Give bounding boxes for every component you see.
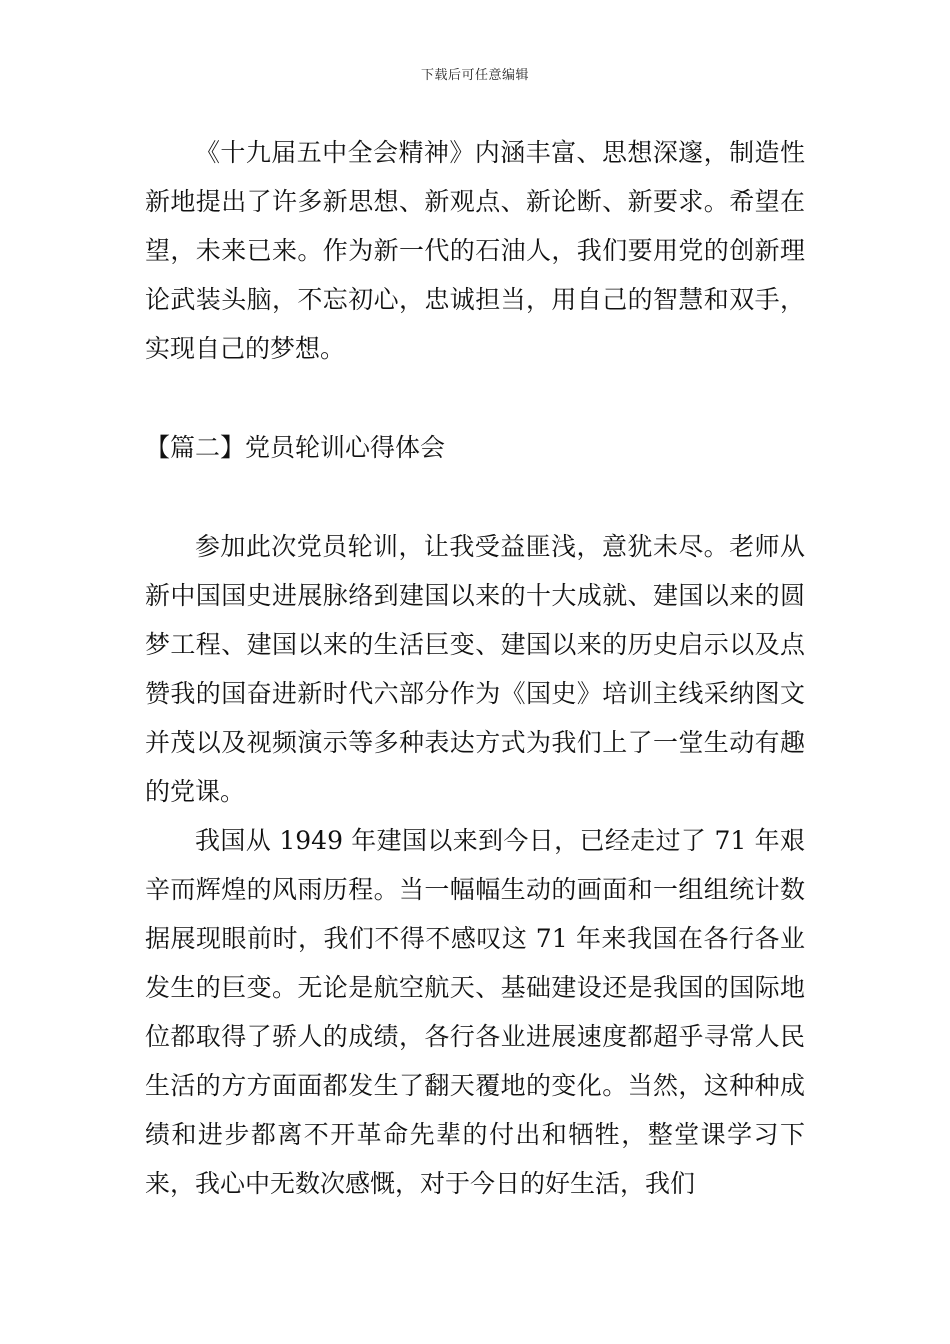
paragraph-2: 我国从 1949 年建国以来到今日，已经走过了 71 年艰辛而辉煌的风雨历程。当一幅幅生动的画面和一组组统计数据展现眼前时，我们不得不感叹这 71 年来我国在各行各业发生的巨变。无论是航空航天、基础建设还是我国的国际地位都取得了骄人的成绩，各行各业进展速度都超乎寻常人民生活的方方面面都发生了翻天覆地的变化。当然，这种种成绩和进步都离不开革命先辈的付出和牺牲，整堂课学习下来，我心中无数次感慨，对于今日的好生活，我们 [145, 826, 805, 1198]
paragraph-1: 参加此次党员轮训，让我受益匪浅，意犹未尽。老师从新中国国史进展脉络到建国以来的十大成就、建国以来的圆梦工程、建国以来的生活巨变、建国以来的历史启示以及点赞我的国奋进新时代六部分作为《国史》培训主线采纳图文并茂以及视频演示等多种表达方式为我们上了一堂生动有趣的党课。 [145, 532, 805, 806]
header-note: 下载后可任意编辑 [420, 68, 529, 83]
intro-paragraph: 《十九届五中全会精神》内涵丰富、思想深邃，制造性新地提出了许多新思想、新观点、新论断、新要求。希望在望，未来已来。作为新一代的石油人，我们要用党的创新理论武装头脑，不忘初心，忠诚担当，用自己的智慧和双手，实现自己的梦想。 [145, 138, 805, 363]
section-title: 【篇二】党员轮训心得体会 [145, 433, 446, 462]
document-body [145, 128, 805, 1208]
